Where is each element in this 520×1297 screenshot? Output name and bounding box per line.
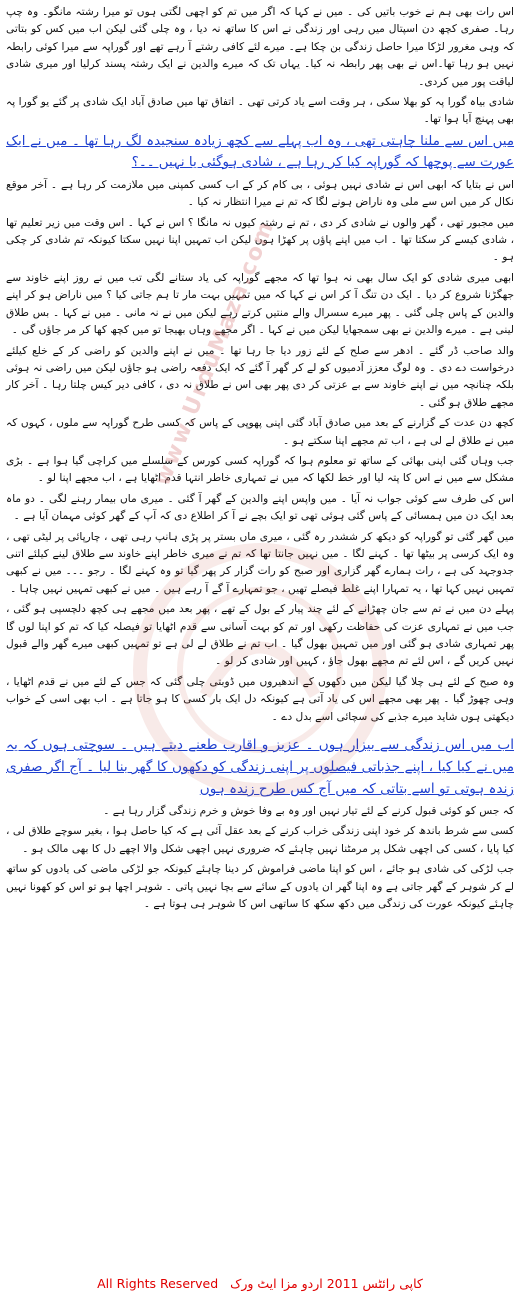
site-url-watermark: www.UrduMaza.com xyxy=(150,216,280,490)
paragraph: وہ صبح کے لئے ہی چلا گیا لیکن میں دکھوں کے اندھیروں میں ڈوبتی چلی گئی کہ جس کے لئے میں نے قدم اٹھایا ، وہی چھوڑ گیا ۔ پھر بھی مجھے اس کی یاد آتی ہے کیونکہ دل ایک بار کسی کا ہو جاتا ہے ۔ اب بھی اسی کے خواب دیکھتی ہوں شاید میرے جذبے کی سچائی اسے بدل دے ۔ xyxy=(6,675,514,723)
highlight-quote: اب میں اس زندگی سے بیزار ہوں ۔ عزیز و اقارب طعنے دیتے ہیں ۔ سوچتی ہوں کہ یہ میں نے کیا کیا ، اپنے جذباتی فیصلوں پر اپنی زندگی کو دکھوں کا گھر بنا لیا ۔ آج اگر صفری زندہ ہوتی تو اسے بتاتی کہ میں آج کس طرح زندہ ہوں xyxy=(6,737,514,798)
paragraph: شادی بیاہ گورا پہ کو بھلا سکی ، ہر وقت اسے یاد کرتی تھی ۔ اتفاق تھا میں صادق آباد ایک شادی پر گئے یو گورا پہ بھی پہنچ آیا ہوا تھا۔ xyxy=(6,96,514,126)
paragraph: اس کی طرف سے کوئی جواب نہ آیا ۔ میں واپس اپنے والدین کے گھر آ گئی ۔ میری ماں بیمار رہنے لگی ۔ دو ماہ بعد ایک دن میں ہمسائی کے پاس گئی ہوئی تھی تو ایک بچے نے آ کر اطلاع دی کہ آپ کے گھر کوئی مہمان آیا ہے ۔ xyxy=(6,492,514,523)
copyright-footer xyxy=(0,1276,520,1291)
paragraph: کچھ دن عدت کے گزارنے کے بعد میں صادق آباد گئی اپنی پھوپی کے پاس کہ کسی طرح گوراپہ سے ملوں ، کہوں کہ میں نے طلاق لے لی ہے ، اب تم مجھے اپنا سکتے ہو ۔ xyxy=(6,417,514,447)
paragraph: کہ جس کو کوئی قبول کرنے کے لئے تیار نہیں اور وہ بے وفا خوش و خرم زندگی گزار رہا ہے ۔ xyxy=(103,805,514,818)
paragraph: جب لڑکی کی شادی ہو جائے ، اس کو اپنا ماضی فراموش کر دینا چاہئے کیونکہ جو لڑکی ماضی کی یادوں کو ساتھ لے کر شوہر کے گھر جاتی ہے وہ اپنا گھر ان یادوں کے سائے سے بچا نہیں پاتی ۔ شوہر اچھا ہو تو اس کو کھونا نہیں چاہئے کیونکہ عورت کی زندگی میں دکھ سکھ کا ساتھی اس کا شوہر ہی ہوتا ہے ۔ xyxy=(6,863,514,911)
highlight-quote: میں اس سے ملنا چاہتی تھی ، وہ اب پہلے سے کچھ زیادہ سنجیدہ لگ رہا تھا ۔ میں نے ایک عورت سے پوچھا کہ گوراپہ کیا کر رہا ہے ، شادی ہوگئی یا نہیں ۔۔؟ xyxy=(6,133,514,170)
paragraph: میں گھر گئی تو گوراپہ کو دیکھ کر ششدر رہ گئی ، میری ماں بستر پر پڑی ہانپ رہی تھی ، چارپائی پر لیٹی تھی ، وہ ایک کرسی پر بیٹھا تھا ۔ کہنے لگا ۔ میں نہیں جانتا تھا کہ تم نے میری خاطر اپنے خاوند سے طلاق لینے کیلئے اتنی جدوجہد کی ہے ، رات ہمارے گھر گزاری اور صبح کو رات گزار کر پھر گیا تو وہ کہنے لگا ۔ رجو ۔۔۔ میں نے کبھی تمہیں نہیں کہا تھا ، یہ تمہارا اپنے غلط فیصلے تھیں ، جو تمہارے آ گے آ رہے ہیں ۔ میں نے کبھی تمہیں نہیں چاہا ۔ xyxy=(6,530,514,595)
paragraph: جب وہاں گئی اپنی بھائی کے ساتھ تو معلوم ہوا کہ گوراپہ کسی کورس کے سلسلے میں کراچی گیا ہوا ہے ۔ بڑی مشکل سے میں نے اس کا پتہ لیا اور خط لکھا کہ میں نے تمہاری خاطر انتہا قدم اٹھایا ہے ، اب مجھے اپنا لو ۔ xyxy=(6,454,514,485)
paragraph: والد صاحب ڈر گئے ۔ ادھر سے صلح کے لئے زور دیا جا رہا تھا ۔ میں نے اپنے والدین کو راضی کر کے خلع کیلئے درخواست دے دی ۔ وہ لوگ معزز آدمیوں کو لے کر گھر آ گئے کہ ایک دفعہ راضی ہو جاؤں لیکن میں راضی نہ ہوئی بلکہ چنانچہ میں نے اپنے خاوند سے بے عزتی کر دی پھر بھی اس نے طلاق نہ دی ، کافی دیر کیس چلتا رہا ۔ آخر کار مجھے طلاق ہو گئی ۔ xyxy=(6,344,514,409)
paragraph: پہلے دن میں نے تم سے جان چھڑانے کے لئے چند پیار کے بول کے تھے ، پھر بعد میں مجھے ہی کچھ دلچسپی ہو گئی ، جب میں نے تمہاری عزت کی حفاظت رکھی اور تم کو بہت آسانی سے قدم اٹھایا تو فیصلہ کیا کہ تم کو اپنا لوں گا پھر تمہاری شادی ہو گئی اور میں تمہیں بھول گیا ۔ اب تم نے طلاق لے لی ہے تو تمہیں کبھی میرے گھر والے قبول نہیں کریں گے ، اس لئے تم مجھے بھول جاؤ ، کہیں اور شادی کر لو ۔ xyxy=(6,603,514,668)
copyright-text: کاپی رائٹس 2011 اردو مزا ایٹ ورک xyxy=(230,1276,423,1291)
paragraph: میں مجبور تھی ، گھر والوں نے شادی کر دی ، تم نے رشتہ کیوں نہ مانگا ؟ اس نے کہا ۔ اس وقت میں زیر تعلیم تھا ، شادی کیسے کر سکتا تھا ۔ اب میں اپنے پاؤں پر کھڑا ہوں لیکن اب تمہیں اپنا نہیں سکتا کیونکہ تم شادی کر چکی ہو ۔ xyxy=(6,216,514,264)
rights-reserved: All Rights Reserved xyxy=(97,1276,219,1291)
paragraph: اس رات بھی ہم نے خوب باتیں کی ۔ میں نے کہا کہ اگر میں تم کو اچھی لگتی ہوں تو میرا رشتہ مانگو۔ وہ چپ رہا۔ صفری کچھ دن اسپتال میں رہی اور زندگی نے اس کا ساتھ نہ دیا ، وہ چلی گئی لیکن اب میں کس کو بتاتی کہ وہی مغرور لڑکا میرا حاصل زندگی بن چکا ہے۔ میرے لئے کافی رشتے آ رہے تھے اور گوراپہ سے میرا کوئی رابطہ نہیں ہو رہا تھا۔اس نے بھی پھر رابطہ نہ کیا۔ یہاں تک کہ میرے والدین نے ایک رشتہ پسند کرلیا اور میری شادی لیاقت پور میں کردی۔ xyxy=(6,6,514,88)
paragraph: ابھی میری شادی کو ایک سال بھی نہ ہوا تھا کہ مجھے گوراپہ کی یاد ستانے لگی تب میں نے روز اپنے خاوند سے جھگڑنا شروع کر دیا ۔ ایک دن تنگ آ کر اس نے کہا کہ میں تمہیں بہت مار تا ہم جاتی کیا ؟ میں ناراض ہو کر اپنے والدین کے پاس چلی گئی ۔ پھر میرے سسرال والے منتیں کرتے رہے لیکن میں نے نہ مانی ۔ میں نے کہا ۔ بس طلاق لینی ہے ۔ میرے والدین نے بھی سمجھایا لیکن میں نے کہا ۔ اگر مجھے وہاں بھیجا تو میں کچھ کھا کر مر جاؤں گی ۔ xyxy=(6,271,514,337)
paragraph: کسی سے شرط باندھ کر خود اپنی زندگی خراب کرنے کے بعد عقل آئی ہے کہ کیا حاصل ہوا ، بغیر سوچے طلاق لی ، کیا پایا ، کسی کی اچھی شکل پر مرمٹنا نہیں چاہئے کہ ضروری نہیں اچھی شکل والا اچھے دل کا بھی مالک ہو ۔ xyxy=(6,825,514,855)
paragraph: اس نے بتایا کہ ابھی اس نے شادی نہیں ہوئی ، بی کام کر کے اب کسی کمپنی میں ملازمت کر رہا ہے ۔ آخر موقع نکال کر میں اس سے ملی وہ ناراض ہونے لگا کہ تم نے میرا انتظار نہ کیا ۔ xyxy=(6,178,514,209)
